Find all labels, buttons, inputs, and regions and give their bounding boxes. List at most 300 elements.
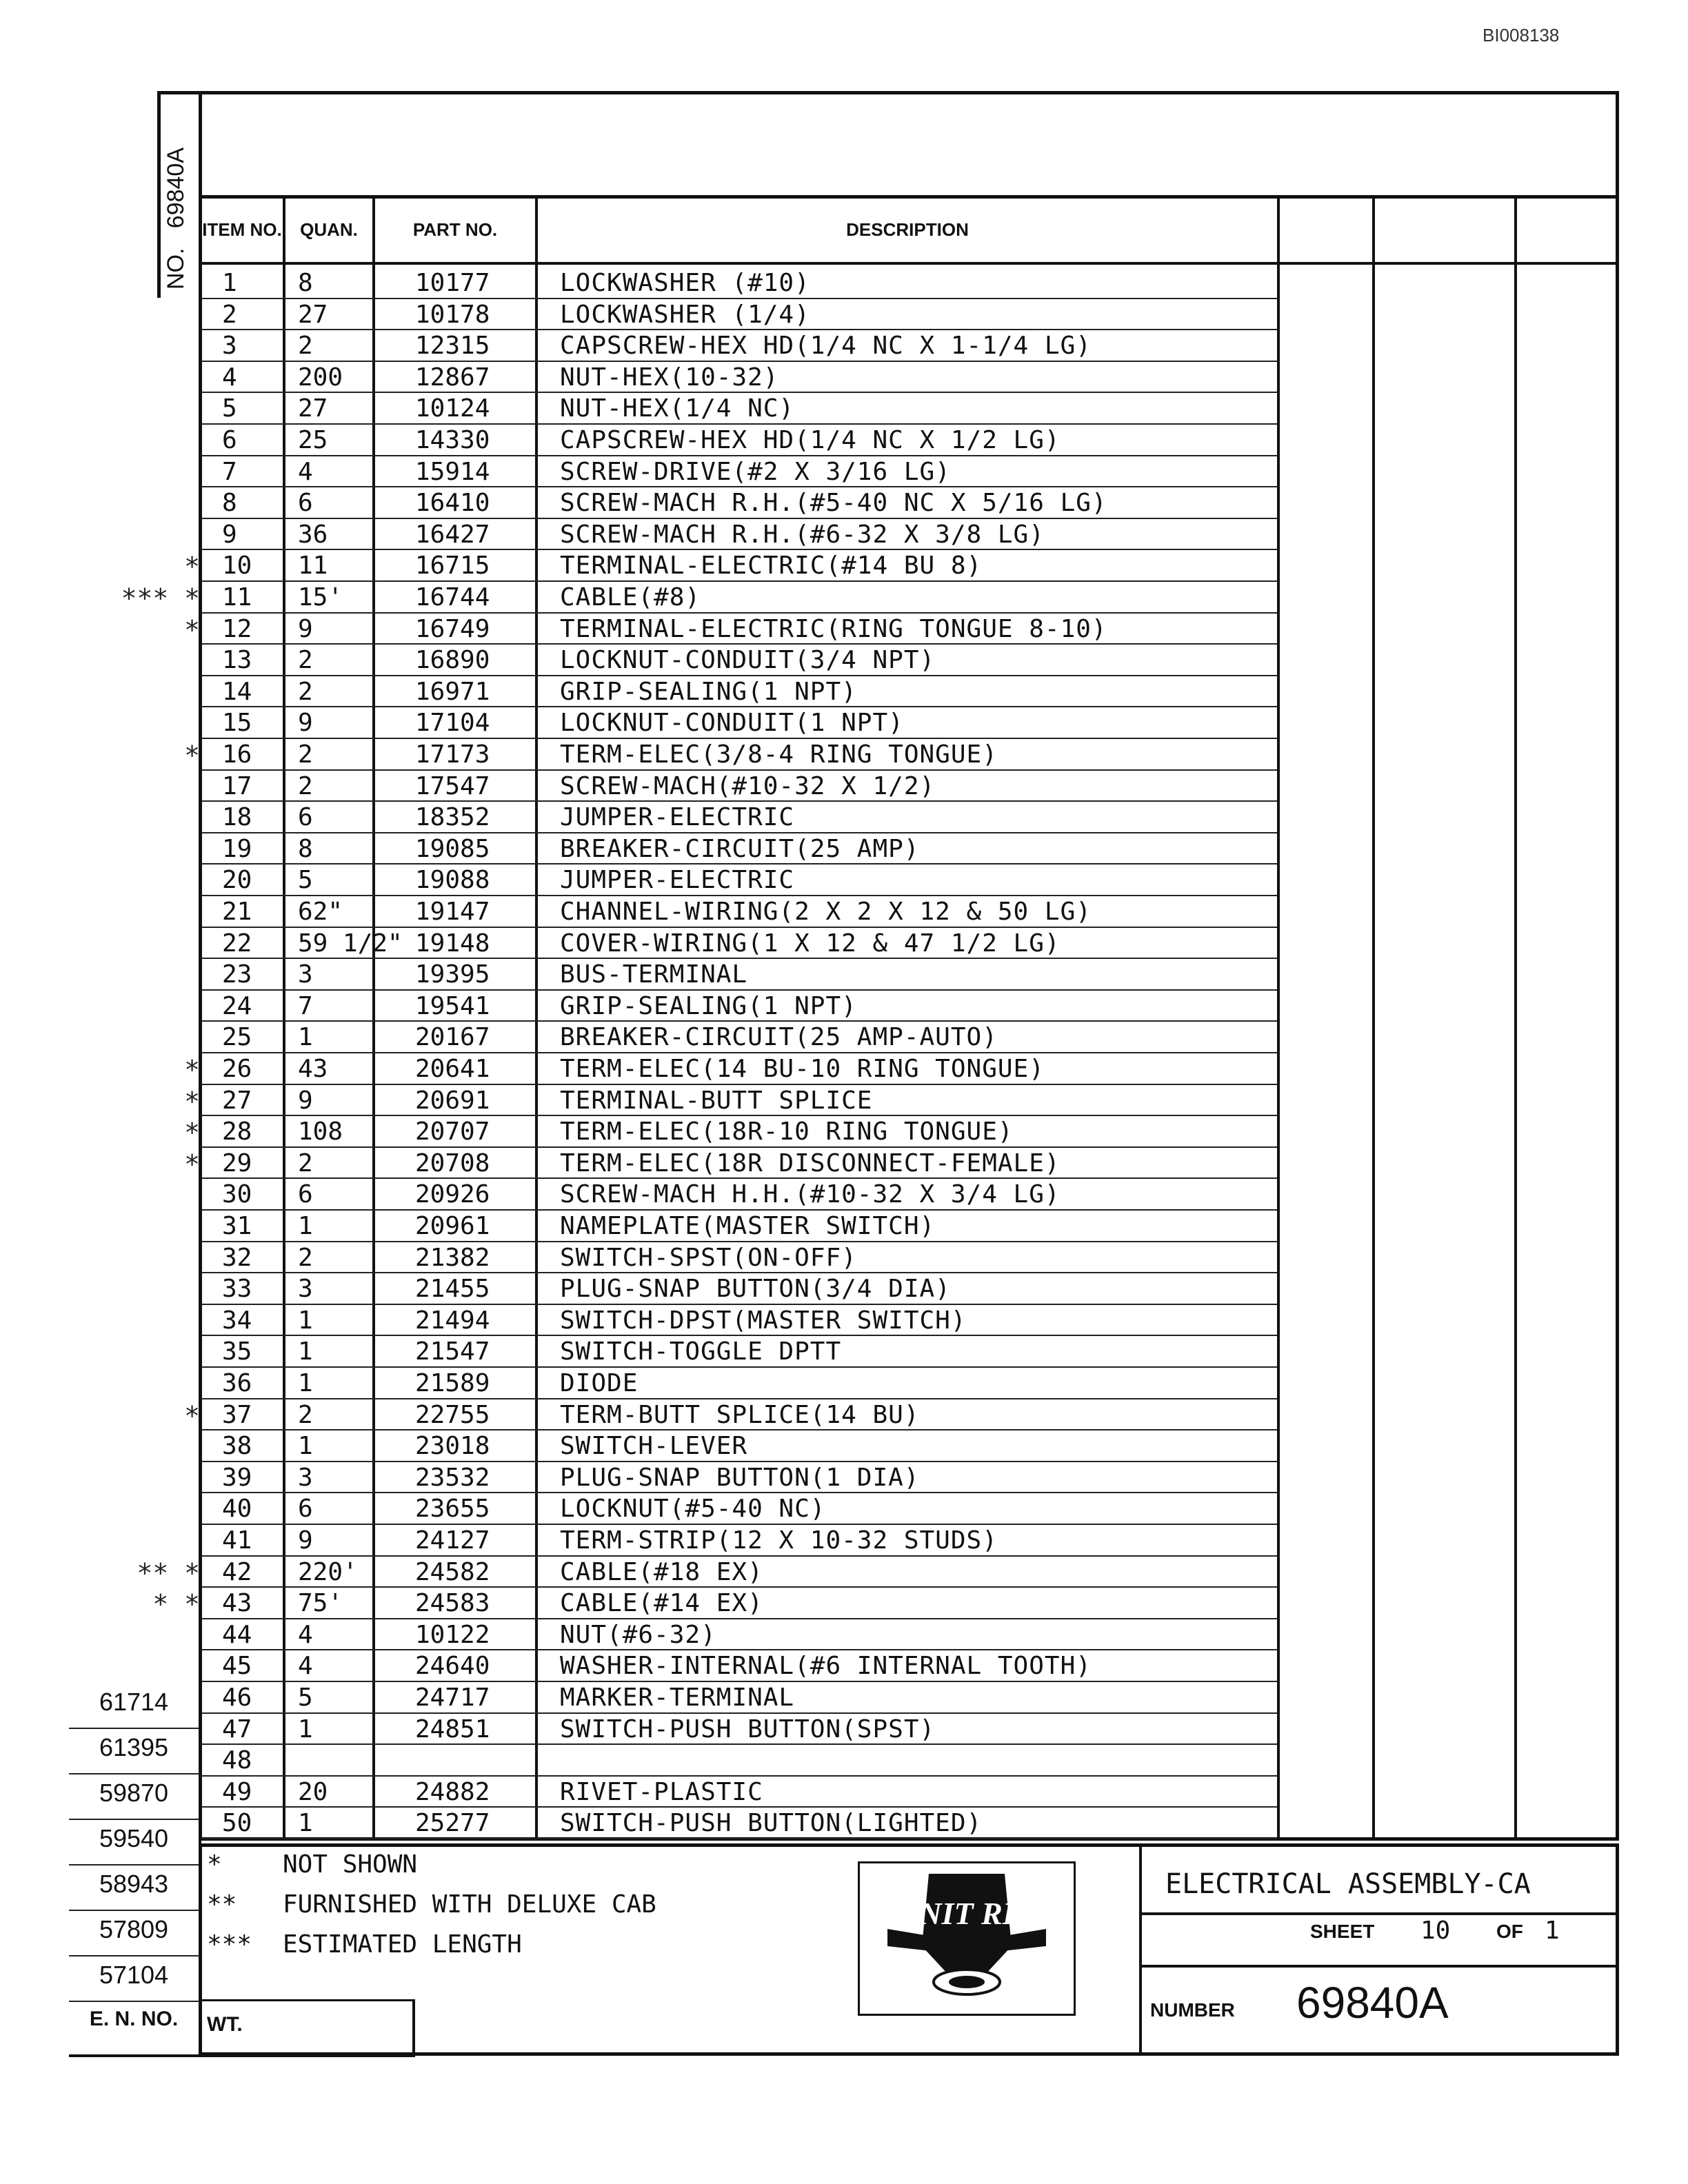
item-number: 2	[222, 300, 237, 329]
item-number: 50	[222, 1809, 252, 1838]
table-row	[201, 456, 1277, 488]
item-number: 14	[222, 677, 252, 706]
quantity: 3	[298, 1275, 313, 1304]
item-number: 39	[222, 1463, 252, 1492]
table-row	[201, 1650, 1277, 1682]
item-number: 10	[222, 552, 252, 580]
part-number: 24640	[415, 1652, 490, 1681]
table-row	[201, 614, 1277, 645]
item-number: 28	[222, 1118, 252, 1146]
table-row	[201, 330, 1277, 362]
quantity: 11	[298, 552, 328, 580]
item-number: 13	[222, 646, 252, 675]
note-marker: *	[184, 1055, 200, 1085]
note-marker: *	[184, 740, 200, 771]
row-rule	[201, 1838, 1277, 1839]
item-number: 26	[222, 1055, 252, 1083]
item-number: 5	[222, 394, 237, 423]
table-row	[201, 707, 1277, 739]
item-number: 18	[222, 803, 252, 832]
part-number: 10178	[415, 300, 490, 329]
table-row	[201, 676, 1277, 708]
note-marker: * *	[152, 1589, 200, 1620]
description: PLUG-SNAP BUTTON(1 DIA)	[560, 1463, 920, 1492]
table-row	[201, 1053, 1277, 1085]
quantity: 2	[298, 646, 313, 675]
part-number: 17104	[415, 709, 490, 738]
table-row	[201, 267, 1277, 299]
description: LOCKWASHER (#10)	[560, 269, 810, 297]
part-number: 21589	[415, 1369, 490, 1397]
item-number: 23	[222, 960, 252, 989]
quantity: 2	[298, 771, 313, 800]
table-row	[201, 896, 1277, 928]
table-row	[201, 1619, 1277, 1651]
quantity: 1	[298, 1306, 313, 1335]
part-number: 24582	[415, 1557, 490, 1586]
quantity: 5	[298, 866, 313, 895]
part-number: 24583	[415, 1589, 490, 1618]
description: SCREW-DRIVE(#2 X 3/16 LG)	[560, 457, 951, 486]
eno-value: 59540	[99, 1824, 169, 1852]
description: SWITCH-TOGGLE DPTT	[560, 1337, 842, 1366]
part-number: 23532	[415, 1463, 490, 1492]
quantity: 9	[298, 614, 313, 643]
eno-value: 57104	[99, 1961, 169, 1989]
header-item: ITEM NO.	[202, 219, 282, 240]
note-marker: *	[184, 1118, 200, 1149]
drawing-number-vertical: NO. 69840A	[163, 147, 189, 290]
eno-rule	[69, 1955, 199, 1957]
item-number: 25	[222, 1023, 252, 1052]
table-row	[201, 393, 1277, 425]
number-label: NUMBER	[1150, 1999, 1235, 2021]
table-row	[201, 1462, 1277, 1494]
table-row	[201, 1777, 1277, 1808]
drawing-number: 69840A	[1296, 1978, 1449, 2028]
description: GRIP-SEALING(1 NPT)	[560, 677, 857, 706]
part-number: 17173	[415, 740, 490, 769]
part-number: 10124	[415, 394, 490, 423]
part-number: 16715	[415, 552, 490, 580]
quantity: 62"	[298, 898, 343, 926]
description: LOCKNUT(#5-40 NC)	[560, 1495, 826, 1524]
wt-label: WT.	[207, 2013, 243, 2036]
table-row	[201, 1211, 1277, 1242]
part-number: 23655	[415, 1495, 490, 1524]
description: JUMPER-ELECTRIC	[560, 866, 795, 895]
note-symbol: **	[207, 1890, 237, 1919]
of-number: 1	[1545, 1917, 1560, 1945]
sheet-label: SHEET	[1310, 1921, 1375, 1942]
quantity: 6	[298, 803, 313, 832]
quantity: 1	[298, 1715, 313, 1743]
item-number: 32	[222, 1243, 252, 1272]
quantity: 2	[298, 1400, 313, 1429]
table-row	[201, 771, 1277, 802]
description: SCREW-MACH(#10-32 X 1/2)	[560, 771, 936, 800]
part-number: 24882	[415, 1777, 490, 1806]
table-row	[201, 1493, 1277, 1525]
col-line-extra2	[1514, 199, 1517, 1841]
description: LOCKNUT-CONDUIT(3/4 NPT)	[560, 646, 936, 675]
table-row	[201, 991, 1277, 1022]
eno-rule	[69, 1819, 199, 1820]
note-line	[207, 1890, 656, 1919]
wt-bottom	[69, 2054, 414, 2057]
item-number: 37	[222, 1400, 252, 1429]
part-number: 24851	[415, 1715, 490, 1743]
item-number: 41	[222, 1526, 252, 1555]
eno-rule	[69, 1864, 199, 1866]
table-row	[201, 645, 1277, 676]
part-number: 12315	[415, 332, 490, 361]
part-number: 25277	[415, 1809, 490, 1838]
part-number: 19147	[415, 898, 490, 926]
part-number: 19148	[415, 929, 490, 958]
item-number: 12	[222, 614, 252, 643]
quantity: 1	[298, 1023, 313, 1052]
item-number: 19	[222, 834, 252, 863]
part-number: 17547	[415, 771, 490, 800]
quantity: 9	[298, 1526, 313, 1555]
item-number: 4	[222, 363, 237, 392]
note-text: ESTIMATED LENGTH	[283, 1930, 522, 1959]
part-number: 20708	[415, 1149, 490, 1177]
note-marker: *	[184, 1400, 200, 1431]
part-number: 23018	[415, 1432, 490, 1461]
table-row	[201, 1745, 1277, 1777]
item-number: 22	[222, 929, 252, 958]
part-number: 18352	[415, 803, 490, 832]
eno-rule	[69, 1728, 199, 1729]
eno-rule	[69, 2001, 199, 2002]
quantity: 108	[298, 1118, 343, 1146]
part-number: 12867	[415, 363, 490, 392]
note-marker: *	[184, 552, 200, 583]
item-number: 16	[222, 740, 252, 769]
note-marker: *	[184, 1149, 200, 1180]
description: CAPSCREW-HEX HD(1/4 NC X 1/2 LG)	[560, 426, 1061, 454]
table-row	[201, 1808, 1277, 1839]
quantity: 1	[298, 1809, 313, 1838]
note-symbol: *	[207, 1850, 222, 1879]
table-row	[201, 1557, 1277, 1588]
description: TERM-BUTT SPLICE(14 BU)	[560, 1400, 920, 1429]
item-number: 24	[222, 991, 252, 1020]
quantity: 220'	[298, 1557, 358, 1586]
part-number: 20691	[415, 1086, 490, 1115]
quantity: 200	[298, 363, 343, 392]
quantity: 8	[298, 834, 313, 863]
description: GRIP-SEALING(1 NPT)	[560, 991, 857, 1020]
quantity: 2	[298, 332, 313, 361]
part-number: 16971	[415, 677, 490, 706]
part-number: 10122	[415, 1620, 490, 1649]
note-text: FURNISHED WITH DELUXE CAB	[283, 1890, 656, 1919]
quantity: 6	[298, 1180, 313, 1209]
part-number: 16749	[415, 614, 490, 643]
quantity: 20	[298, 1777, 328, 1806]
quantity: 1	[298, 1369, 313, 1397]
description: LOCKWASHER (1/4)	[560, 300, 810, 329]
item-number: 36	[222, 1369, 252, 1397]
quantity: 9	[298, 709, 313, 738]
quantity: 3	[298, 1463, 313, 1492]
table-row	[201, 362, 1277, 394]
part-number: 24717	[415, 1684, 490, 1712]
table-row	[201, 1085, 1277, 1117]
table-row	[201, 1179, 1277, 1211]
description: JUMPER-ELECTRIC	[560, 803, 795, 832]
part-number: 16410	[415, 489, 490, 518]
item-number: 42	[222, 1557, 252, 1586]
sheet-number: 10	[1420, 1917, 1451, 1945]
top-band	[199, 91, 1619, 199]
note-line	[207, 1930, 522, 1959]
item-number: 34	[222, 1306, 252, 1335]
part-number: 20926	[415, 1180, 490, 1209]
item-number: 9	[222, 520, 237, 549]
quantity: 43	[298, 1055, 328, 1083]
description: TERM-STRIP(12 X 10-32 STUDS)	[560, 1526, 998, 1555]
quantity: 2	[298, 1243, 313, 1272]
quantity: 2	[298, 740, 313, 769]
quantity: 1	[298, 1337, 313, 1366]
part-number: 21455	[415, 1275, 490, 1304]
note-text: NOT SHOWN	[283, 1850, 418, 1879]
part-number: 14330	[415, 426, 490, 454]
quantity: 27	[298, 394, 328, 423]
description: SWITCH-DPST(MASTER SWITCH)	[560, 1306, 967, 1335]
unit-rig-logo-icon	[860, 1863, 1074, 2014]
table-row	[201, 1714, 1277, 1746]
eno-value: 61714	[99, 1688, 169, 1716]
quantity: 6	[298, 1495, 313, 1524]
description: TERM-ELEC(18R-10 RING TONGUE)	[560, 1118, 1014, 1146]
item-number: 27	[222, 1086, 252, 1115]
part-number: 15914	[415, 457, 490, 486]
quantity: 7	[298, 991, 313, 1020]
description: MARKER-TERMINAL	[560, 1684, 795, 1712]
part-number: 24127	[415, 1526, 490, 1555]
table-row	[201, 928, 1277, 960]
part-number: 16427	[415, 520, 490, 549]
table-row	[201, 1242, 1277, 1274]
description: NUT-HEX(10-32)	[560, 363, 779, 392]
item-number: 40	[222, 1495, 252, 1524]
eno-label: E. N. NO.	[89, 2008, 179, 2030]
description: TERM-ELEC(14 BU-10 RING TONGUE)	[560, 1055, 1045, 1083]
quantity: 75'	[298, 1589, 343, 1618]
item-number: 8	[222, 489, 237, 518]
part-number: 19088	[415, 866, 490, 895]
description: TERM-ELEC(3/8-4 RING TONGUE)	[560, 740, 998, 769]
table-row	[201, 865, 1277, 896]
wt-top	[199, 1999, 414, 2001]
eno-rule	[69, 1910, 199, 1911]
item-number: 6	[222, 426, 237, 454]
quantity: 2	[298, 677, 313, 706]
header-rule	[201, 262, 1616, 265]
svg-text:UNIT RIG: UNIT RIG	[896, 1896, 1038, 1931]
table-row	[201, 1022, 1277, 1053]
part-number: 22755	[415, 1400, 490, 1429]
quantity: 36	[298, 520, 328, 549]
description: LOCKNUT-CONDUIT(1 NPT)	[560, 709, 904, 738]
eno-value: 59870	[99, 1779, 169, 1807]
item-number: 30	[222, 1180, 252, 1209]
item-number: 31	[222, 1212, 252, 1240]
item-number: 29	[222, 1149, 252, 1177]
table-row	[201, 1305, 1277, 1337]
description: SCREW-MACH R.H.(#5-40 NC X 5/16 LG)	[560, 489, 1107, 518]
eno-rule	[69, 1773, 199, 1775]
eno-value: 61395	[99, 1733, 169, 1761]
description: SWITCH-PUSH BUTTON(SPST)	[560, 1715, 936, 1743]
table-row	[201, 519, 1277, 551]
quantity: 1	[298, 1212, 313, 1240]
item-number: 1	[222, 269, 237, 297]
table-row	[201, 299, 1277, 331]
description: TERMINAL-ELECTRIC(RING TONGUE 8-10)	[560, 614, 1107, 643]
quantity: 3	[298, 960, 313, 989]
table-row	[201, 425, 1277, 456]
assembly-title: ELECTRICAL ASSEMBLY-CA	[1165, 1868, 1531, 1900]
item-number: 33	[222, 1275, 252, 1304]
table-row	[201, 582, 1277, 614]
description: PLUG-SNAP BUTTON(3/4 DIA)	[560, 1275, 951, 1304]
quantity: 25	[298, 426, 328, 454]
quantity: 4	[298, 1652, 313, 1681]
part-number: 21547	[415, 1337, 490, 1366]
table-row	[201, 1116, 1277, 1148]
quantity: 15'	[298, 583, 343, 611]
note-line	[207, 1850, 417, 1879]
description: WASHER-INTERNAL(#6 INTERNAL TOOTH)	[560, 1652, 1092, 1681]
part-number: 20961	[415, 1212, 490, 1240]
description: CABLE(#14 EX)	[560, 1589, 763, 1618]
table-row	[201, 802, 1277, 833]
description: SWITCH-PUSH BUTTON(LIGHTED)	[560, 1809, 983, 1838]
table-row	[201, 1682, 1277, 1714]
quantity: 5	[298, 1684, 313, 1712]
description: TERMINAL-BUTT SPLICE	[560, 1086, 873, 1115]
item-number: 44	[222, 1620, 252, 1649]
col-line-desc	[1277, 199, 1280, 1841]
quantity: 2	[298, 1149, 313, 1177]
eno-value: 57809	[99, 1915, 169, 1943]
quantity: 6	[298, 489, 313, 518]
description: SWITCH-LEVER	[560, 1432, 748, 1461]
eno-right-border	[199, 1682, 201, 2057]
item-number: 49	[222, 1777, 252, 1806]
part-number: 21494	[415, 1306, 490, 1335]
table-row	[201, 959, 1277, 991]
table-row	[201, 550, 1277, 582]
quantity: 4	[298, 1620, 313, 1649]
description: SCREW-MACH H.H.(#10-32 X 3/4 LG)	[560, 1180, 1061, 1209]
title-block-divider	[1139, 1843, 1142, 2056]
table-row	[201, 487, 1277, 519]
description: COVER-WIRING(1 X 12 & 47 1/2 LG)	[560, 929, 1061, 958]
item-number: 35	[222, 1337, 252, 1366]
item-number: 43	[222, 1589, 252, 1618]
table-row	[201, 833, 1277, 865]
description: CABLE(#8)	[560, 583, 701, 611]
table-row	[201, 1336, 1277, 1368]
note-marker: *	[184, 614, 200, 645]
table-row	[201, 1525, 1277, 1557]
description: CAPSCREW-HEX HD(1/4 NC X 1-1/4 LG)	[560, 332, 1092, 361]
part-number: 21382	[415, 1243, 490, 1272]
table-row	[201, 1399, 1277, 1431]
part-number: 16744	[415, 583, 490, 611]
note-marker: *** *	[121, 583, 200, 614]
company-logo	[858, 1861, 1076, 2016]
description: TERM-ELEC(18R DISCONNECT-FEMALE)	[560, 1149, 1061, 1177]
item-number: 38	[222, 1432, 252, 1461]
col-line-extra1	[1372, 199, 1375, 1841]
part-number: 16890	[415, 646, 490, 675]
title-sep-1	[1139, 1912, 1619, 1915]
description: RIVET-PLASTIC	[560, 1777, 763, 1806]
header-part: PART NO.	[412, 219, 498, 240]
part-number: 19085	[415, 834, 490, 863]
item-number: 21	[222, 898, 252, 926]
quantity: 1	[298, 1432, 313, 1461]
note-marker: ** *	[137, 1557, 200, 1588]
of-label: OF	[1496, 1921, 1523, 1942]
table-row	[201, 1430, 1277, 1462]
part-number: 10177	[415, 269, 490, 297]
item-number: 46	[222, 1684, 252, 1712]
description: NUT-HEX(1/4 NC)	[560, 394, 795, 423]
eno-value: 58943	[99, 1870, 169, 1898]
part-number: 19541	[415, 991, 490, 1020]
title-sep-2	[1139, 1965, 1619, 1968]
description: SWITCH-SPST(ON-OFF)	[560, 1243, 857, 1272]
part-number: 20641	[415, 1055, 490, 1083]
wt-box-right	[412, 1999, 415, 2057]
quantity: 27	[298, 300, 328, 329]
quantity: 59 1/2"	[298, 929, 403, 958]
description: NUT(#6-32)	[560, 1620, 716, 1649]
description: DIODE	[560, 1369, 639, 1397]
description: SCREW-MACH R.H.(#6-32 X 3/8 LG)	[560, 520, 1045, 549]
description: TERMINAL-ELECTRIC(#14 BU 8)	[560, 552, 983, 580]
note-marker: *	[184, 1086, 200, 1117]
quantity: 9	[298, 1086, 313, 1115]
header-quan: QUAN.	[300, 219, 358, 240]
item-number: 3	[222, 332, 237, 361]
table-row	[201, 739, 1277, 771]
item-number: 20	[222, 866, 252, 895]
part-number: 20707	[415, 1118, 490, 1146]
description: CHANNEL-WIRING(2 X 2 X 12 & 50 LG)	[560, 898, 1092, 926]
table-row	[201, 1368, 1277, 1399]
header-description: DESCRIPTION	[846, 219, 969, 240]
item-number: 48	[222, 1746, 252, 1775]
description: BREAKER-CIRCUIT(25 AMP-AUTO)	[560, 1023, 998, 1052]
part-number: 20167	[415, 1023, 490, 1052]
description: CABLE(#18 EX)	[560, 1557, 763, 1586]
part-number: 19395	[415, 960, 490, 989]
item-number: 7	[222, 457, 237, 486]
item-number: 11	[222, 583, 252, 611]
item-number: 47	[222, 1715, 252, 1743]
table-row	[201, 1588, 1277, 1619]
